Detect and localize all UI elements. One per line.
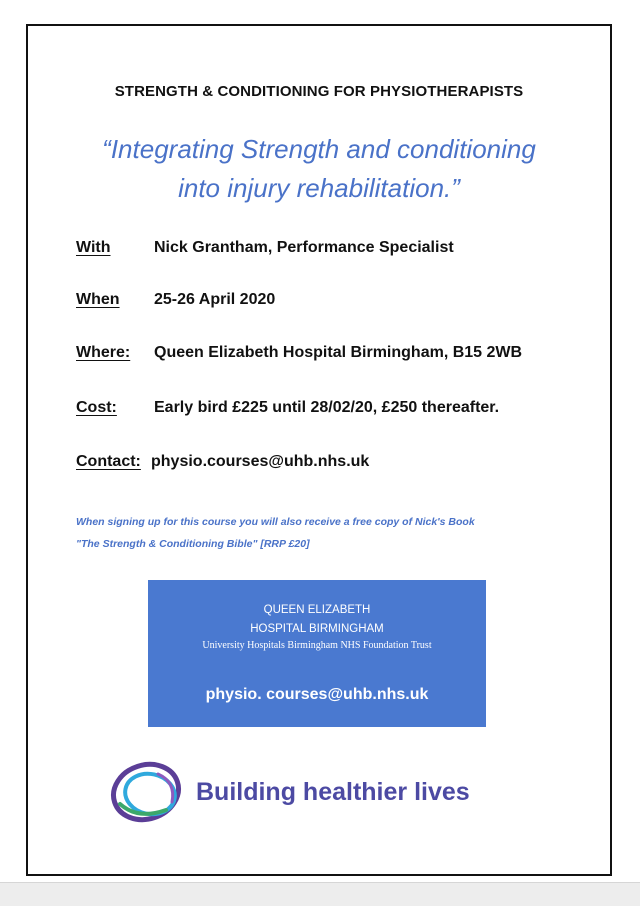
banner-line-1: QUEEN ELIZABETH	[263, 604, 371, 616]
where-value: Queen Elizabeth Hospital Birmingham, B15 2WB	[154, 344, 523, 361]
flyer-heading: STRENGTH & CONDITIONING FOR PHYSIOTHERAPISTS	[114, 83, 524, 100]
note-line-2: "The Strength & Conditioning Bible" [RRP £20]	[76, 538, 310, 550]
detail-row-contact	[76, 453, 600, 477]
quote-line-2: into injury rehabilitation.”	[178, 173, 460, 203]
swirl-logo-icon	[106, 754, 194, 826]
detail-row-when	[76, 291, 600, 315]
quote-line-1: “Integrating Strength and conditioning	[102, 134, 536, 164]
with-label: With	[76, 239, 111, 256]
contact-label: Contact:	[76, 453, 141, 470]
contact-email[interactable]: physio.courses@uhb.nhs.uk	[151, 453, 370, 470]
note-line-1: When signing up for this course you will also receive a free copy of Nick's Book	[76, 516, 475, 528]
cost-value: Early bird £225 until 28/02/20, £250 thereafter.	[154, 399, 500, 416]
with-value: Nick Grantham, Performance Specialist	[154, 239, 454, 256]
when-label: When	[76, 291, 120, 308]
banner-email[interactable]: physio. courses@uhb.nhs.uk	[205, 686, 429, 703]
detail-row-where	[76, 344, 600, 368]
when-value: 25-26 April 2020	[154, 291, 276, 308]
viewer-bottom-strip	[0, 882, 640, 906]
hospital-banner	[148, 580, 486, 727]
banner-line-2: HOSPITAL BIRMINGHAM	[250, 623, 384, 635]
tagline: Building healthier lives	[196, 778, 470, 806]
cost-label: Cost:	[76, 399, 117, 416]
where-label: Where:	[76, 344, 131, 361]
course-flyer	[26, 24, 612, 876]
free-book-note	[76, 511, 590, 555]
detail-row-cost	[76, 399, 600, 423]
detail-row-with	[76, 239, 600, 263]
banner-trust-name: University Hospitals Birmingham NHS Foundation Trust	[202, 640, 432, 651]
flyer-quote	[48, 130, 590, 208]
